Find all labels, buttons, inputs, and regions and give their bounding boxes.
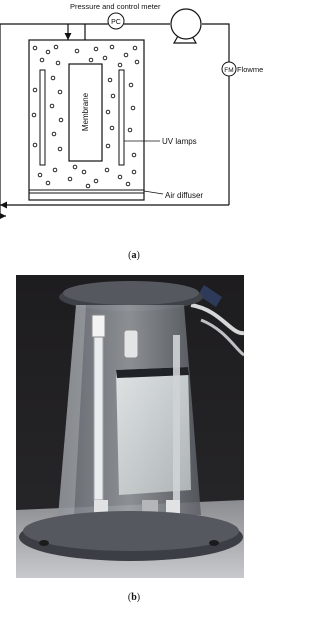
caption-a [0, 250, 268, 261]
pc-label: PC [111, 19, 121, 26]
uv-lamp-right [119, 70, 124, 165]
caption-b-letter: b [131, 592, 137, 603]
caption-a-close: ) [136, 250, 140, 261]
caption-a-open: ( [128, 250, 132, 261]
flowmeter [222, 62, 263, 76]
reactor-photo-drawing [16, 275, 244, 578]
uv-lamp-right-photo [173, 335, 180, 500]
air-diffuser-label: Air diffuser [165, 191, 204, 200]
flowmeter-label: Flowme [237, 65, 264, 74]
reactor-photo [16, 275, 244, 578]
caption-b-close: ) [136, 592, 141, 603]
pump-icon [171, 9, 201, 43]
pressure-controller [108, 13, 124, 29]
fm-label: FM [224, 67, 234, 74]
caption-b [0, 592, 268, 603]
pressure-meter-label: Pressure and control meter [70, 2, 161, 11]
caption-a-letter: a [131, 250, 137, 261]
air-callout-line [144, 191, 163, 194]
uv-lamp-left [40, 70, 45, 165]
reactor-schematic [0, 0, 268, 245]
uv-lamps-label: UV lamps [162, 137, 197, 146]
uv-lamp-left-photo [94, 325, 103, 500]
caption-b-open: ( [127, 592, 132, 603]
membrane-label: Membrane [81, 92, 90, 132]
membrane-module [69, 64, 102, 161]
